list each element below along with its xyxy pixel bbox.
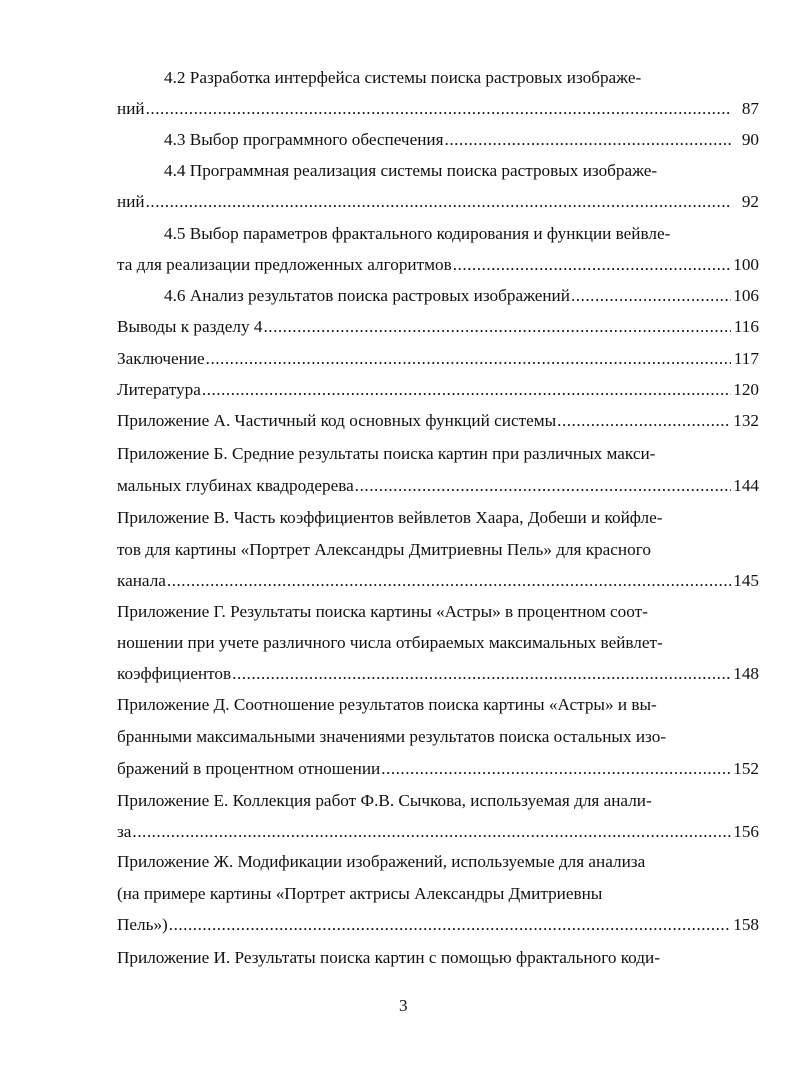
toc-page-number: 145 — [733, 571, 759, 590]
toc-text: бражений в процентном отношении — [117, 759, 381, 778]
page-number: 3 — [399, 996, 408, 1015]
toc-text: ний — [117, 99, 145, 118]
toc-text: Приложение Е. Коллекция работ Ф.В. Сычкова, используемая для анали- — [117, 791, 652, 810]
toc-line — [117, 440, 759, 468]
toc-text: коэффициентов — [117, 664, 232, 683]
toc-entry — [117, 407, 759, 435]
toc-text: тов для картины «Портрет Александры Дмитриевны Пель» для красного — [117, 540, 651, 559]
dot-leader — [206, 345, 731, 373]
toc-text: Приложение Г. Результаты поиска картины «Астры» в процентном соот- — [117, 602, 648, 621]
toc-text: Приложение И. Результаты поиска картин с помощью фрактального коди- — [117, 948, 660, 967]
toc-page-number: 156 — [733, 822, 759, 841]
dot-leader — [557, 407, 731, 435]
toc-text: 4.6 Анализ результатов поиска растровых изображений — [164, 286, 570, 305]
toc-page-number: 90 — [741, 130, 759, 149]
toc-entry — [117, 911, 759, 939]
toc-entry — [117, 567, 759, 595]
toc-entry — [117, 313, 759, 341]
toc-text: Приложение Б. Средние результаты поиска картин при различных макси- — [117, 444, 656, 463]
toc-text: Приложение В. Часть коэффициентов вейвлетов Хаара, Добеши и койфле- — [117, 508, 663, 527]
toc-entry — [117, 376, 759, 404]
toc-entry — [117, 95, 759, 123]
toc-text: мальных глубинах квадродерева — [117, 476, 354, 495]
toc-entry — [117, 660, 759, 688]
toc-text: Выводы к разделу 4 — [117, 317, 263, 336]
toc-line — [117, 598, 759, 626]
dot-leader — [571, 282, 731, 310]
toc-page-number: 117 — [733, 349, 759, 368]
toc-text: (на примере картины «Портрет актрисы Александры Дмитриевны — [117, 884, 603, 903]
toc-line — [117, 64, 759, 92]
toc-text: Заключение — [117, 349, 205, 368]
toc-text: Приложение Д. Соотношение результатов поиска картины «Астры» и вы- — [117, 695, 657, 714]
dot-leader — [167, 567, 731, 595]
toc-line — [117, 787, 759, 815]
toc-entry — [117, 472, 759, 500]
toc-entry — [117, 251, 759, 279]
toc-entry — [117, 345, 759, 373]
toc-text: Приложение Ж. Модификации изображений, используемые для анализа — [117, 852, 646, 871]
toc-line — [117, 629, 759, 657]
toc-page-number: 132 — [733, 411, 759, 430]
toc-page-number: 120 — [733, 380, 759, 399]
toc-page-number: 144 — [733, 476, 759, 495]
dot-leader — [132, 818, 731, 846]
toc-entry — [117, 818, 759, 846]
toc-line — [117, 723, 759, 751]
dot-leader — [445, 126, 731, 154]
dot-leader — [146, 188, 731, 216]
dot-leader — [263, 313, 731, 341]
dot-leader — [202, 376, 731, 404]
toc-entry — [117, 755, 759, 783]
toc-line — [117, 504, 759, 532]
toc-text: Пель») — [117, 915, 168, 934]
dot-leader — [169, 911, 731, 939]
toc-text: ношении при учете различного числа отбираемых максимальных вейвлет- — [117, 633, 663, 652]
dot-leader — [381, 755, 731, 783]
toc-page-number: 152 — [733, 759, 759, 778]
toc-line — [117, 157, 759, 185]
toc-text: за — [117, 822, 132, 841]
toc-page-number: 100 — [733, 255, 759, 274]
dot-leader — [355, 472, 731, 500]
toc-line — [117, 848, 759, 876]
dot-leader — [453, 251, 731, 279]
toc-text: 4.5 Выбор параметров фрактального кодирования и функции вейвле- — [164, 224, 671, 243]
toc-page-number: 148 — [733, 664, 759, 683]
toc-line — [117, 220, 759, 248]
toc-page-number: 92 — [741, 192, 759, 211]
toc-line — [117, 536, 759, 564]
toc-text: Приложение А. Частичный код основных функций системы — [117, 411, 557, 430]
toc-page-number: 87 — [741, 99, 759, 118]
toc-page-number: 106 — [733, 286, 759, 305]
toc-text: канала — [117, 571, 166, 590]
toc-text: бранными максимальными значениями результатов поиска остальных изо- — [117, 727, 667, 746]
toc-entry — [117, 188, 759, 216]
toc-text: 4.2 Разработка интерфейса системы поиска растровых изображе- — [164, 68, 642, 87]
toc-line — [117, 944, 759, 972]
toc-text: та для реализации предложенных алгоритмов — [117, 255, 452, 274]
toc-page-number: 158 — [733, 915, 759, 934]
dot-leader — [146, 95, 731, 123]
toc-text: Литература — [117, 380, 201, 399]
toc-line — [117, 880, 759, 908]
toc-text: ний — [117, 192, 145, 211]
toc-line — [117, 691, 759, 719]
toc-text: 4.4 Программная реализация системы поиска растровых изображе- — [164, 161, 658, 180]
dot-leader — [232, 660, 731, 688]
toc-entry — [117, 282, 759, 310]
toc-page-number: 116 — [733, 317, 759, 336]
toc-text: 4.3 Выбор программного обеспечения — [164, 130, 444, 149]
toc-entry — [117, 126, 759, 154]
